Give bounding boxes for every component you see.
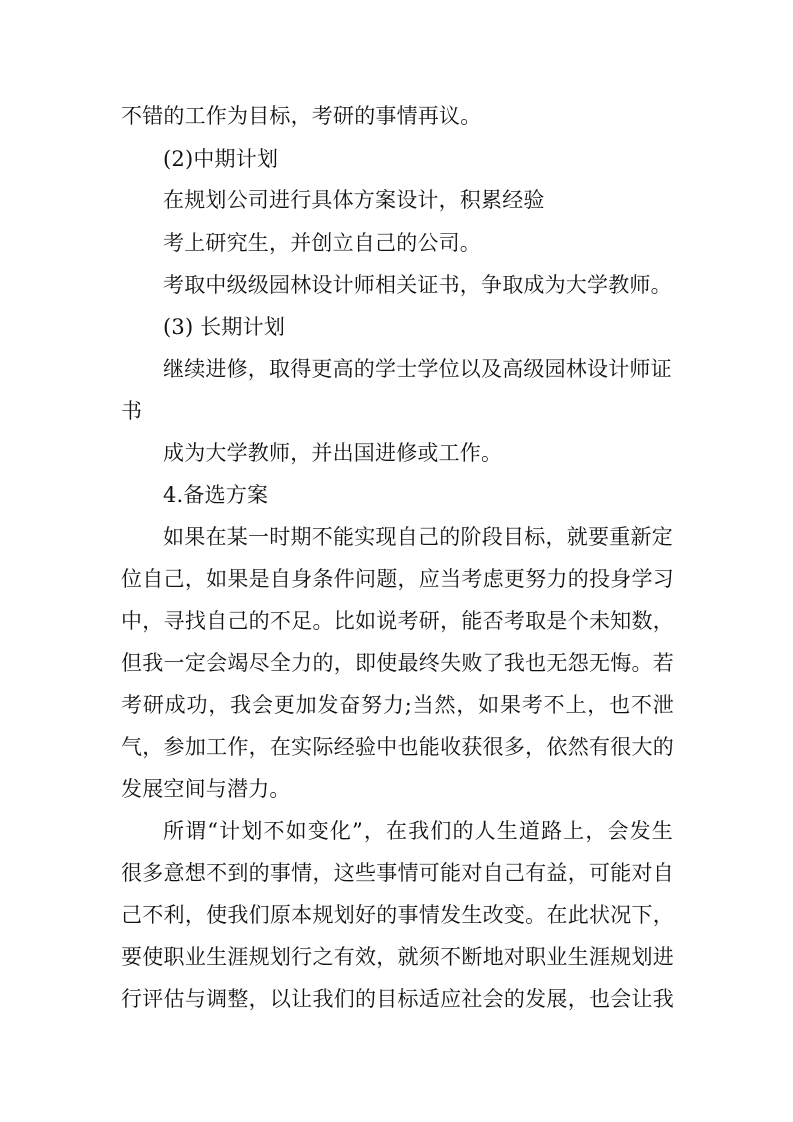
section-heading-alternative: 4.备选方案 bbox=[163, 483, 269, 507]
paragraph-line: 很多意想不到的事情，这些事情可能对自己有益，可能对自 bbox=[121, 861, 674, 885]
text-line: 在规划公司进行具体方案设计，积累经验 bbox=[163, 188, 545, 212]
text-line: 继续进修，取得更高的学士学位以及高级园林设计师证 bbox=[163, 357, 672, 381]
paragraph-line: 要使职业生涯规划行之有效，就须不断地对职业生涯规划进 bbox=[121, 945, 674, 969]
paragraph-line: 中，寻找自己的不足。比如说考研，能否考取是个未知数， bbox=[121, 609, 674, 633]
text-line: 成为大学教师，并出国进修或工作。 bbox=[163, 441, 503, 465]
text-line: 不错的工作为目标，考研的事情再议。 bbox=[121, 104, 482, 128]
text-line: 考取中级级园林设计师相关证书，争取成为大学教师。 bbox=[163, 273, 672, 297]
paragraph-line: 但我一定会竭尽全力的，即使最终失败了我也无怨无悔。若 bbox=[121, 651, 674, 675]
section-heading-mid-term: (2)中期计划 bbox=[163, 147, 279, 171]
paragraph-line: 所谓“计划不如变化”，在我们的人生道路上，会发生 bbox=[163, 819, 673, 843]
paragraph-line: 发展空间与潜力。 bbox=[121, 777, 291, 801]
paragraph-line: 己不利，使我们原本规划好的事情发生改变。在此状况下， bbox=[121, 903, 674, 927]
section-heading-long-term: (3) 长期计划 bbox=[163, 315, 286, 339]
paragraph-line: 气，参加工作，在实际经验中也能收获很多，依然有很大的 bbox=[121, 735, 674, 759]
paragraph-line: 位自己，如果是自身条件问题，应当考虑更努力的投身学习 bbox=[121, 567, 674, 591]
text-line: 考上研究生，并创立自己的公司。 bbox=[163, 231, 481, 255]
text-line: 书 bbox=[121, 399, 143, 423]
paragraph-line: 考研成功，我会更加发奋努力;当然，如果考不上，也不泄 bbox=[121, 693, 674, 717]
paragraph-line: 行评估与调整，以让我们的目标适应社会的发展，也会让我 bbox=[121, 987, 674, 1011]
paragraph-line: 如果在某一时期不能实现自己的阶段目标，就要重新定 bbox=[163, 525, 673, 549]
